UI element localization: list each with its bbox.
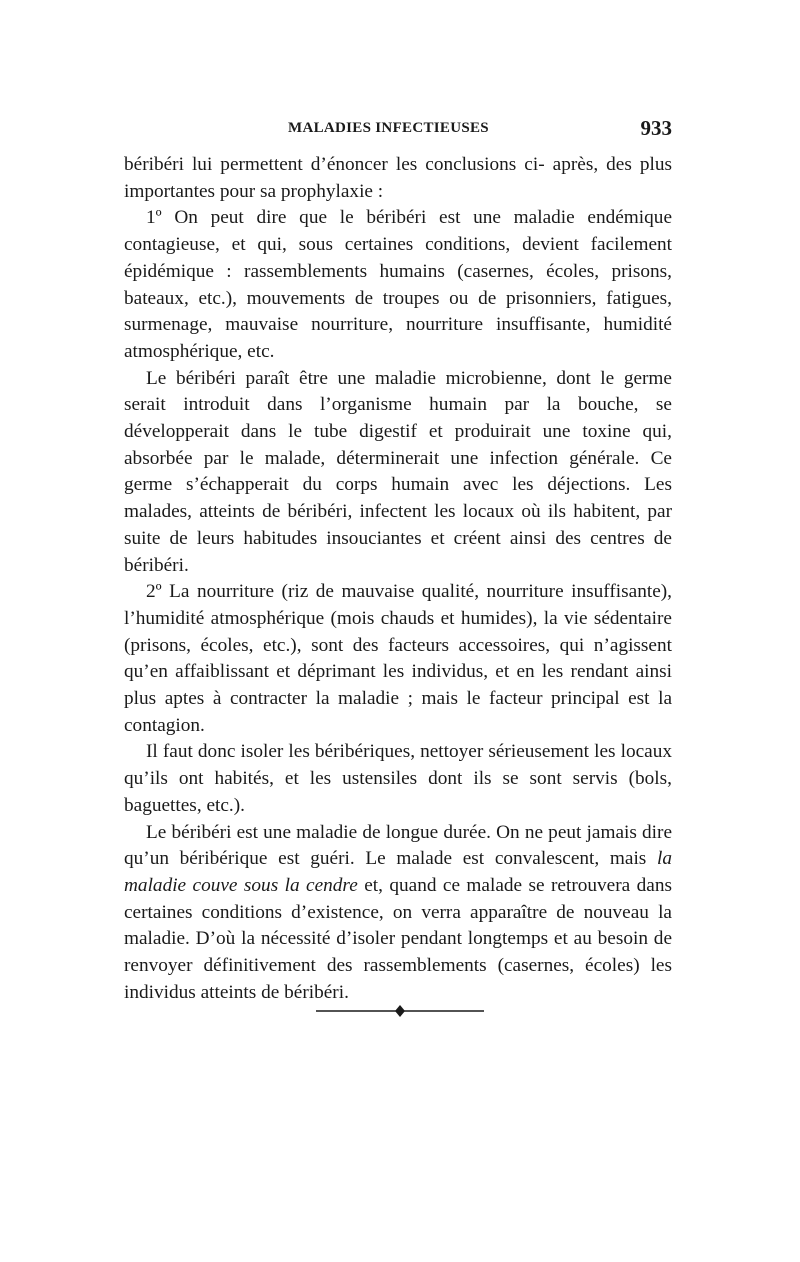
end-ornament-icon xyxy=(316,1003,484,1019)
body-text xyxy=(124,152,672,1007)
running-head xyxy=(124,116,672,150)
paragraph-6-text-b: et, quand ce malade se retrouvera dans certaines conditions d’existence, on verra apparaître de nouveau la maladie. D’où la nécessité d’isoler pendant longtemps et au besoin de renvoyer définitivement des rassemblements (casernes, écoles) les individus atteints de béribéri. xyxy=(124,874,672,1003)
paragraph-6-italic: la maladie couve sous la cendre xyxy=(124,848,672,896)
paragraph-1: béribéri lui permettent d’énoncer les conclusions ci- après, des plus importantes pour sa prophylaxie : xyxy=(124,154,672,202)
paragraph-3: Le béribéri paraît être une maladie microbienne, dont le germe serait introduit dans l’organisme humain par la bouche, se développerait dans le tube digestif et produirait une toxine qui, absorbée par le malade, déterminerait une infection générale. Ce germe s’échapperait du corps humain avec les déjections. Les malades, atteints de béribéri, infectent les locaux où ils habitent, par suite de leurs habitudes insouciantes et créent ainsi des centres de béribéri. xyxy=(124,367,672,576)
paragraph-5: Il faut donc isoler les béribériques, nettoyer sérieusement les locaux qu’ils ont habités, et les ustensiles dont ils se sont servis (bols, baguettes, etc.). xyxy=(124,741,672,816)
book-page xyxy=(124,116,672,1007)
page-number: 933 xyxy=(640,116,672,140)
paragraph-4: 2º La nourriture (riz de mauvaise qualité, nourriture insuffisante), l’humidité atmosphérique (mois chauds et humides), la vie sédentaire (prisons, écoles, etc.), sont des facteurs accessoires, qui n’agissent qu’en affaiblissant et déprimant les individus, et en les rendant ainsi plus aptes à contracter la maladie ; mais le facteur principal est la contagion. xyxy=(124,581,672,736)
running-title: MALADIES INFECTIEUSES xyxy=(288,120,489,136)
paragraph-6-text-a: Le béribéri est une maladie de longue durée. On ne peut jamais dire qu’un béribérique est guéri. Le malade est convalescent, mais xyxy=(124,821,672,870)
paragraph-2: 1º On peut dire que le béribéri est une maladie endémique contagieuse, et qui, sous certaines conditions, devient facilement épidémique : rassemblements humains (casernes, écoles, prisons, bateaux, etc.), mouvements de troupes ou de prisonniers, fatigues, surmenage, mauvaise nourriture, nourriture insuffisante, humidité atmosphérique, etc. xyxy=(124,207,672,362)
paragraph-6 xyxy=(124,820,672,1007)
